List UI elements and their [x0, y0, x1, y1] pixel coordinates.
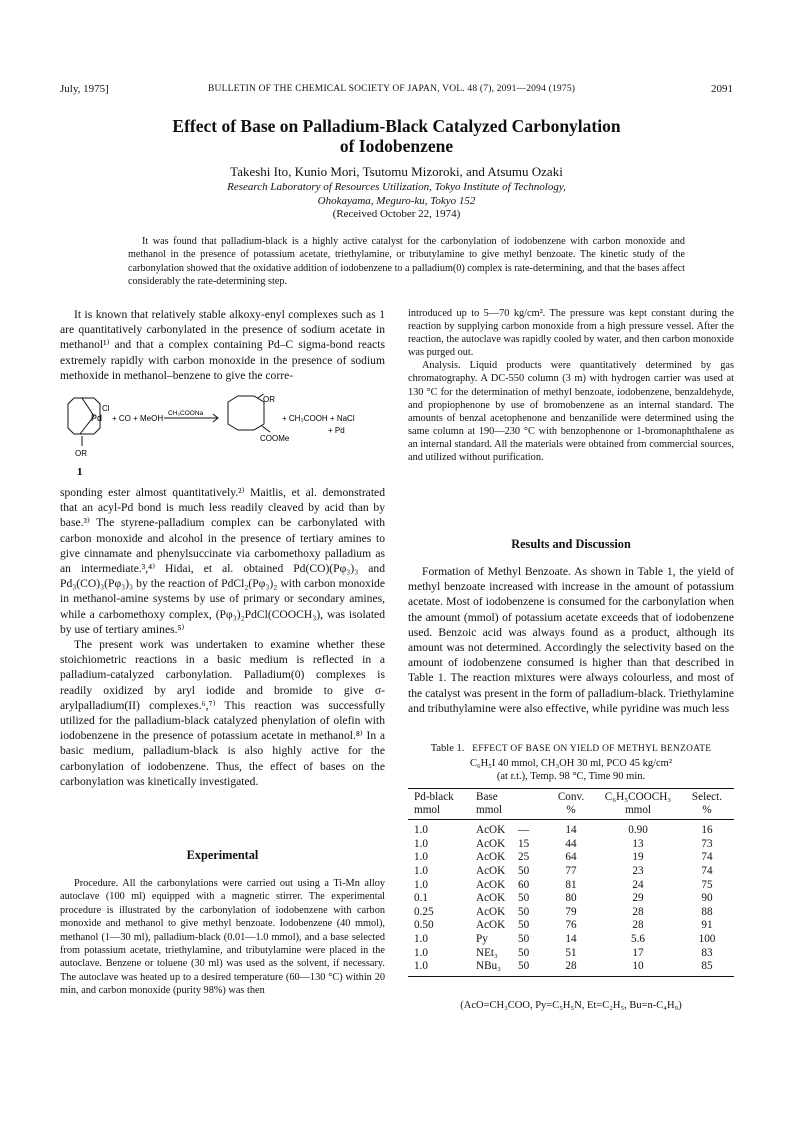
cell-base [476, 878, 546, 892]
table-title: EFFECT OF BASE ON YIELD OF METHYL BENZOATE [472, 744, 712, 754]
cell-conv: 79 [565, 905, 577, 918]
cell-conv: 64 [565, 851, 577, 864]
cell-pd: 1.0 [414, 946, 428, 959]
table-conditions-line-2: (at r.t.), Temp. 98 °C, Time 90 min. [496, 771, 646, 782]
cell-yield: 5.6 [631, 932, 645, 945]
cell-select: 100 [698, 932, 716, 945]
unit-methyl-benzoate: mmol [596, 804, 680, 820]
cell-yield: 29 [632, 892, 644, 905]
cell-pd: 0.1 [414, 892, 428, 905]
cell-base-mmol: 60 [518, 878, 530, 891]
intro-continuation [60, 485, 385, 789]
table-row [408, 820, 734, 837]
procedure-continued: introduced up to 5—70 kg/cm². The pressure was kept constant during the reaction by supplying carbon monoxide from a high pressure vessel. After the reaction, the autoclave was rapidly cooled by water, and then carbon monoxide was purged out. [408, 308, 734, 359]
cell-base [476, 864, 546, 878]
procedure-paragraph: Procedure. All the carbonylations were carried out using a Ti-Mn alloy autoclave (100 ml) equipped with a magnetic stirrer. The experimental procedure is illustrated by the carbonylation of iodobenzene with carbon monoxide and methanol to give methyl benzoate. Iodobenzene (40 mmol), methanol (1—30 ml), palladium-black (0.01—1.0 mmol), and a base selected from potassium acetate, triethylamine, and tributylamine were placed in the autoclave. Benzene or toluene (30 ml) was used as the solvent, if necessary. The autoclave was heated up to a desired temperature (60—130 °C) within 20 min, and carbon monoxide (purity 98%) was then [60, 878, 385, 997]
cell-yield: 24 [632, 878, 644, 891]
cell-base [476, 932, 546, 946]
cell-pd: 1.0 [408, 959, 476, 976]
author-list: Takeshi Ito, Kunio Mori, Tsutomu Mizoroki, and Atsumu Ozaki [230, 164, 563, 179]
table-label: Table 1. [430, 743, 465, 754]
table-row [408, 878, 734, 892]
unit-selectivity: % [680, 804, 734, 820]
cell-base [476, 918, 546, 932]
results-paragraph-1: Formation of Methyl Benzoate. As shown in Table 1, the yield of methyl benzoate increased with increase in the amount of potassium acetate. Most of iodobenzene is consumed for the carbonylation when the amount (mmol) of potassium acetate exceeds that of iodobenzene used. Benzoic acid was always found as a product, although its amount was not determined. Accordingly the selectivity based on the amount of iodobenzene consumed is higher than that described in Table 1. The reaction mixtures were always colourless, and most of the catalyst was present in the form of palladium-black. Triethylamine and tributhylamine were also effective, while pyridine was much less [408, 565, 734, 715]
table-caption-title-line [408, 742, 734, 757]
title-line-2: of Iodobenzene [339, 136, 454, 156]
cell-base-name: Py [476, 932, 488, 945]
cell-select: 90 [701, 892, 713, 905]
cell-pd: 1.0 [414, 932, 428, 945]
reaction-scheme [60, 394, 380, 478]
or-label-reactant: OR [75, 449, 87, 458]
cell-base-mmol: — [518, 824, 530, 837]
cell-select: 83 [701, 946, 713, 959]
cell-base-name: NEt₃ [476, 946, 498, 959]
table-row [408, 932, 734, 946]
product-ester-bond [262, 426, 270, 432]
cl-label: Cl [102, 404, 110, 413]
plus-co-meoh: + CO + MeOH [112, 414, 164, 423]
right-column-methods [408, 307, 734, 464]
cell-select: 74 [701, 864, 713, 877]
table-row [408, 905, 734, 919]
cell-base [476, 959, 546, 976]
cell-base-name: AcOK [476, 837, 506, 850]
cell-base-name: AcOK [476, 851, 506, 864]
cell-conv: 44 [565, 837, 577, 850]
results-section [408, 564, 734, 716]
header-conversion: Conv. [546, 789, 596, 804]
table-header-row-2 [408, 804, 734, 820]
intro-p1-continued: sponding ester almost quantitatively.²⁾ Maitlis, et al. demonstrated that an acyl-Pd bond is much less readily cleaved by acid than by base.³⁾ The styrene-palladium complex can be carbonylated with carbon monoxide and alcohol in the presence of tertiary amines to give cinnamate and phenylsuccinate via carbomethoxy palladium as an intermediate.³,⁴⁾ Hidai, et al. obtained Pd(CO)(Pφ₃)₃ and Pd₃(CO)₃(Pφ₃)₃ by the reaction of PdCl₂(Pφ₃)₂ with carbon monoxide in methanol-amine systems by use of primary or secondary amines, while a carbomethoxy complex, (Pφ₃)₂PdCl(COOCH₃), was isolated by use of tertiary amines.⁵⁾ [60, 486, 385, 636]
header-methyl-benzoate: C₆H₅COOCH₃ [596, 789, 680, 804]
intro-paragraph-1 [60, 307, 385, 383]
cell-pd: 1.0 [414, 864, 428, 877]
cell-base [476, 905, 546, 919]
title-line-1: Effect of Base on Palladium-Black Catalyzed Carbonylation [172, 116, 621, 136]
arrow-reagent: CH₃COONa [168, 410, 204, 417]
header-selectivity: Select. [680, 789, 734, 804]
cell-base-mmol: 50 [518, 864, 530, 877]
cell-base-mmol: 50 [518, 905, 530, 918]
cell-base-mmol: 50 [518, 919, 530, 932]
cell-base-mmol: 15 [518, 837, 530, 850]
cell-base-mmol: 50 [518, 892, 530, 905]
running-header [60, 82, 733, 96]
cell-select: 16 [701, 824, 713, 837]
unit-pd-black: mmol [408, 804, 476, 820]
cell-select: 73 [701, 837, 713, 850]
cell-yield: 0.90 [628, 824, 648, 837]
affiliation [60, 181, 733, 222]
header-journal: BULLETIN OF THE CHEMICAL SOCIETY OF JAPAN, VOL. 48 (7), 2091—2094 (1975) [208, 84, 576, 94]
affiliation-line-1: Research Laboratory of Resources Utilization, Tokyo Institute of Technology, [227, 181, 566, 193]
table-header-row-1 [408, 789, 734, 804]
cell-conv: 28 [546, 959, 596, 976]
procedure-section [60, 877, 385, 998]
cell-base [476, 820, 546, 837]
cell-base [476, 837, 546, 851]
cell-base-name: NBu₃ [476, 960, 502, 973]
cell-base-mmol: 25 [518, 851, 530, 864]
cell-yield: 17 [632, 946, 644, 959]
cell-base-name: AcOK [476, 892, 506, 905]
table-row [408, 837, 734, 851]
unit-base: mmol [476, 804, 546, 820]
cell-base-name: AcOK [476, 824, 506, 837]
table-row [408, 918, 734, 932]
cell-base-name: AcOK [476, 878, 506, 891]
cell-conv: 51 [565, 946, 577, 959]
header-pd-black: Pd-black [408, 789, 476, 804]
abstract: It was found that palladium-black is a highly active catalyst for the carbonylation of iodobenzene with carbon monoxide and methanol in the presence of potassium acetate, triethylamine, or tributylamine to give methyl benzoate. The kinetic study of the carbonylation showed that the oxidative addition of iodobenzene to a palladium(0) complex is rate-determining, and that the bases affect considerably the rate-determining step. [128, 236, 685, 287]
cell-conv: 80 [565, 892, 577, 905]
cell-base-mmol: 50 [518, 932, 530, 945]
cell-conv: 14 [565, 932, 577, 945]
cell-conv: 81 [565, 878, 577, 891]
table-row [408, 850, 734, 864]
cell-yield: 28 [632, 919, 644, 932]
cell-conv: 77 [565, 864, 577, 877]
article-title [60, 116, 733, 156]
cell-pd: 1.0 [414, 824, 428, 837]
intro-p2: The present work was undertaken to examine whether these stoichiometric reactions in a basic medium is reflected in a palladium-catalyzed carbonylation. Palladium(0) complexes is readily oxidized by aryl iodide and bromide to give σ-arylpalladium(II) complexes.⁶,⁷⁾ This reaction was successfully utilized for the palladium-black catalyzed phenylation of olefin with iodobenzene in the presence of potassium acetate in methanol.⁸⁾ In a basic medium, palladium-black is also highly active for the carbonylation of iodobenzene. Thus, the effect of bases on the carbonylation was kinetically investigated. [60, 638, 385, 788]
or-label-product: OR [263, 395, 275, 404]
header-date: July, 1975] [60, 83, 109, 95]
cell-yield: 19 [632, 851, 644, 864]
affiliation-line-2: Ohokayama, Meguro-ku, Tokyo 152 [317, 194, 476, 207]
table-conditions-line-1: C₆H₅I 40 mmol, CH₃OH 30 ml, PCO 45 kg/cm² [470, 757, 672, 769]
table-row [408, 946, 734, 960]
table-row [408, 959, 734, 976]
cell-yield: 28 [632, 905, 644, 918]
cell-base [476, 891, 546, 905]
reaction-scheme-drawing [60, 394, 380, 478]
pd-byproduct-label: + Pd [328, 426, 345, 435]
cell-pd: 0.50 [414, 919, 434, 932]
pd-label: Pd [91, 413, 103, 423]
coome-label: COOMe [260, 434, 290, 443]
cell-yield: 23 [632, 864, 644, 877]
header-page-number: 2091 [711, 83, 733, 95]
cell-base-mmol: 50 [518, 960, 530, 973]
intro-p1-text: It is known that relatively stable alkoxy-enyl complexes such as 1 are quantitatively carbonylated in the presence of sodium acetate in methanol¹⁾ and that a complex containing Pd–C sigma-bond reacts extremely rapidly with carbon monoxide in the presence of sodium methoxide in methanol–benzene to give the corre- [60, 308, 385, 382]
received-date: (Received October 22, 1974) [332, 208, 461, 220]
cell-select: 88 [701, 905, 713, 918]
header-base: Base [476, 789, 546, 804]
cell-base [476, 946, 546, 960]
cell-base-mmol: 50 [518, 946, 530, 959]
cell-conv: 76 [565, 919, 577, 932]
cell-yield: 13 [632, 837, 644, 850]
cell-select: 85 [680, 959, 734, 976]
cell-base-name: AcOK [476, 919, 506, 932]
cell-base-name: AcOK [476, 864, 506, 877]
results-table [408, 788, 734, 977]
cell-base [476, 850, 546, 864]
analysis-paragraph: Analysis. Liquid products were quantitatively determined by gas chromatography. A DC-550 column (3 m) with hydrogen carrier was used at 130 °C for the determination of methyl benzoate, iodobenzene, benzaldehyde, and propiophenone by use of bromobenzene as an internal standard. The amounts of benzal acetophenone and benzanilide were determined using the same column at 190—230 °C with benzophenone or 1-bromonaphthalene as an internal standard. All the materials were obtained from commercial sources, and utilized without purification. [408, 360, 734, 464]
unit-conversion: % [546, 804, 596, 820]
results-heading: Results and Discussion [511, 537, 631, 551]
cell-pd: 1.0 [414, 837, 428, 850]
product-ring [228, 396, 264, 430]
cell-select: 91 [701, 919, 713, 932]
table-footnote: (AcO=CH₃COO, Py=C₅H₅N, Et=C₂H₅, Bu=n-C₄H₉) [460, 1000, 682, 1011]
table-row [408, 891, 734, 905]
cell-pd: 1.0 [414, 878, 428, 891]
experimental-heading: Experimental [186, 848, 259, 862]
byproducts-label: + CH₃COOH + NaCl [282, 414, 355, 423]
table-caption [408, 742, 734, 784]
cell-pd: 0.25 [414, 905, 434, 918]
table-row [408, 864, 734, 878]
cell-yield: 10 [596, 959, 680, 976]
cell-base-name: AcOK [476, 905, 506, 918]
cell-conv: 14 [565, 824, 577, 837]
cell-pd: 1.0 [414, 851, 428, 864]
cell-select: 75 [701, 878, 713, 891]
cell-select: 74 [701, 851, 713, 864]
compound-number: 1 [77, 466, 83, 478]
